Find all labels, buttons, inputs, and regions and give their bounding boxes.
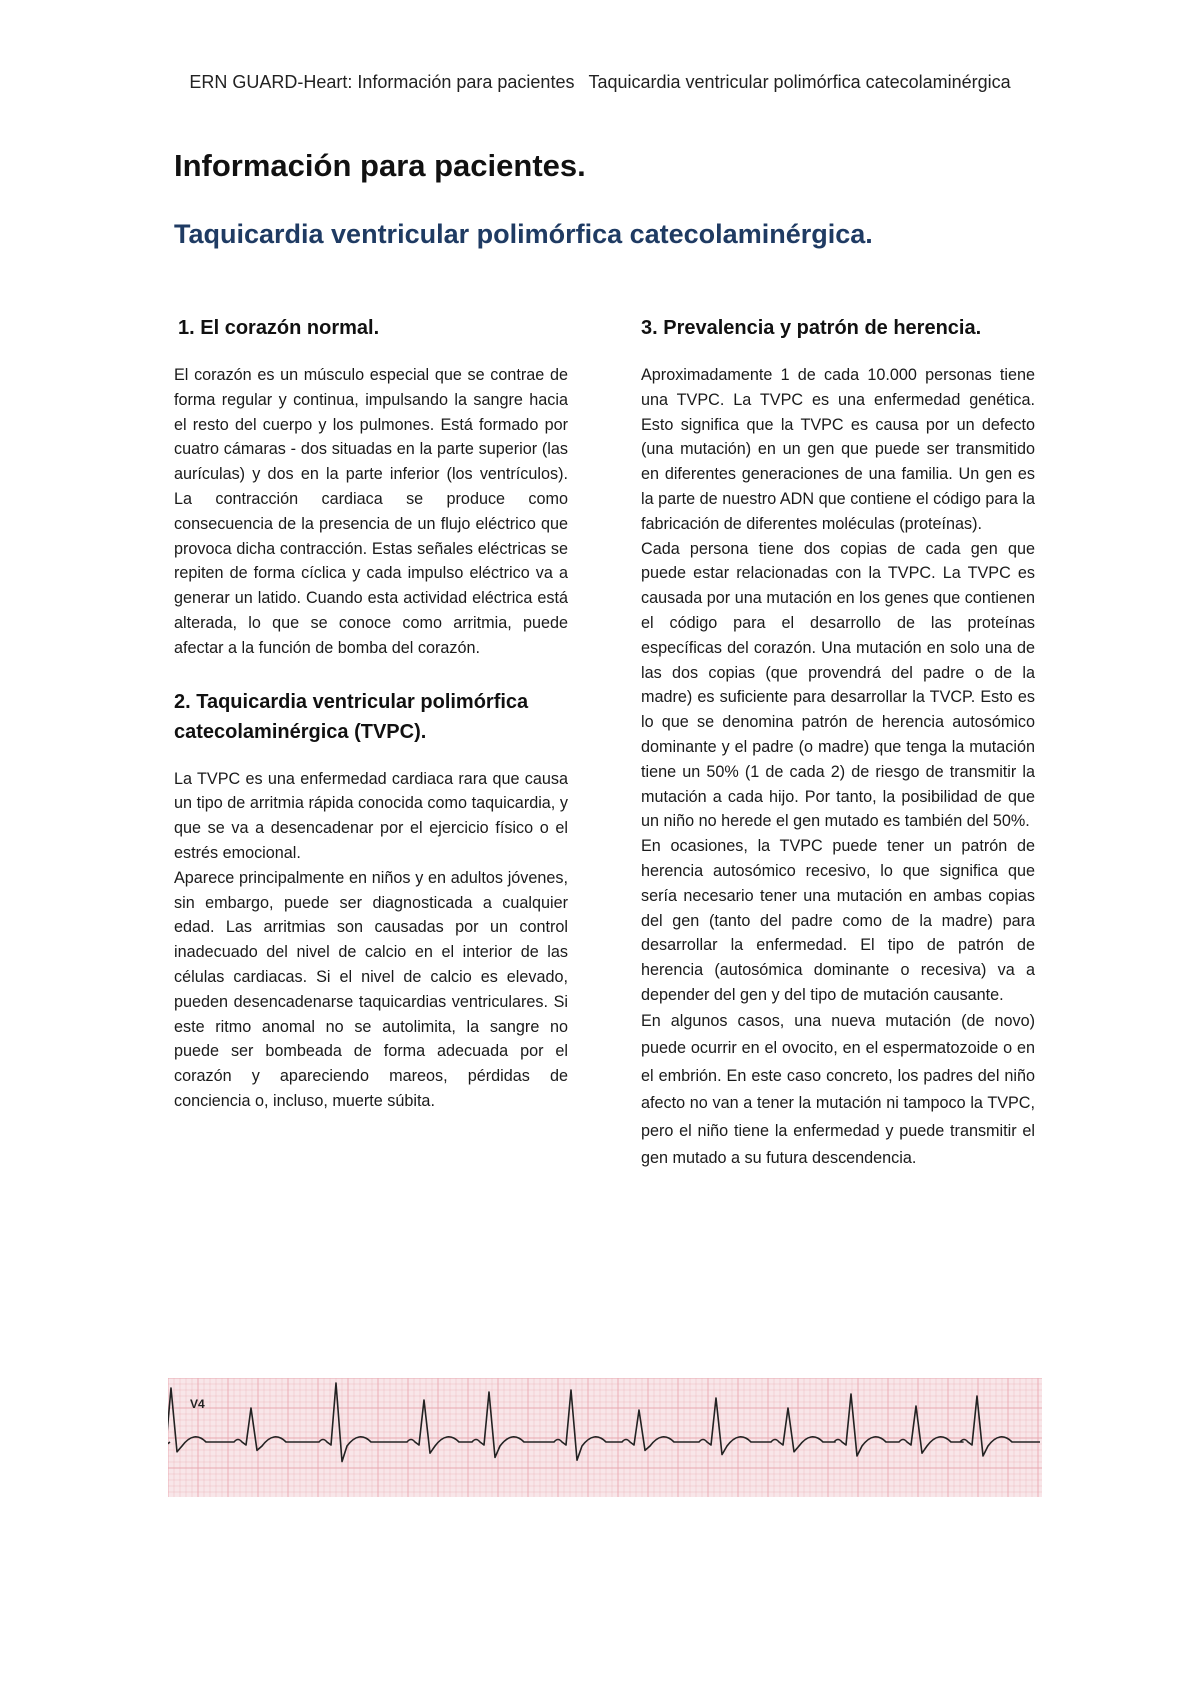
right-column	[641, 313, 1035, 1173]
section-3-paragraph-3: En ocasiones, la TVPC puede tener un patrón de herencia autosómico recesivo, lo que significa que sería necesario tener una mutación en ambas copias del gen (tanto del padre como de la madre) para desarrollar la enfermedad. El tipo de patrón de herencia (autosómica dominante o recesiva) va a depender del gen y del tipo de mutación causante.	[641, 837, 1035, 1004]
section-2-paragraph-1: La TVPC es una enfermedad cardiaca rara que causa un tipo de arritmia rápida conocida como taquicardia, y que se va a desencadenar por el ejercicio físico o el estrés emocional.	[174, 769, 568, 862]
section-3-paragraph-4: En algunos casos, una nueva mutación (de novo) puede ocurrir en el ovocito, en el espermatozoide o en el embrión. En este caso concreto, los padres del niño afecto no van a tener la mutación ni tampoco la TVPC, pero el niño tiene la enfermedad y puede transmitir el gen mutado a su futura descendencia.	[641, 1011, 1035, 1168]
running-header	[0, 72, 1200, 93]
section-3-paragraph-2: Cada persona tiene dos copias de cada gen que puede estar relacionadas con la TVPC. La TVPC es causada por una mutación en los genes que contienen el código para el desarrollo de las proteínas específicas del corazón. Una mutación en solo una de las dos copias (que provendrá del padre o de la madre) es suficiente para desarrollar la TVCP. Esto es lo que se denomina patrón de herencia autosómico dominante y el padre (o madre) que tenga la mutación tiene un 50% (1 de cada 2) de riesgo de transmitir la mutación a cada hijo. Por tanto, la posibilidad de que un niño no herede el gen mutado es también del 50%.	[641, 539, 1035, 831]
ecg-lead-label: V4	[190, 1397, 205, 1411]
section-1-text: El corazón es un músculo especial que se contrae de forma regular y continua, impulsando la sangre hacia el resto del cuerpo y los pulmones. Está formado por cuatro cámaras - dos situadas en la parte superior (las aurículas) y dos en la parte inferior (los ventrículos). La contracción cardiaca se produce como consecuencia de la presencia de un flujo eléctrico que provoca dicha contracción. Estas señales eléctricas se repiten de forma cíclica y cada impulso eléctrico va a generar un latido. Cuando esta actividad eléctrica está alterada, lo que se conoce como arritmia, puede afectar a la función de bomba del corazón.	[174, 366, 568, 657]
section-1-heading: 1. El corazón normal.	[178, 317, 380, 339]
section-3-paragraph-1: Aproximadamente 1 de cada 10.000 personas tiene una TVPC. La TVPC es una enfermedad genética. Esto significa que la TVPC es causa por un defecto (una mutación) en un gen que puede ser transmitido en diferentes generaciones de una familia. Un gen es la parte de nuestro ADN que contiene el código para la fabricación de diferentes moléculas (proteínas).	[641, 366, 1035, 533]
section-3-heading: 3. Prevalencia y patrón de herencia.	[641, 317, 982, 339]
section-2-paragraph-2: Aparece principalmente en niños y en adultos jóvenes, sin embargo, puede ser diagnosticada a cualquier edad. Las arritmias son causadas por un control inadecuado del nivel de calcio en el interior de las células cardiacas. Si el nivel de calcio es elevado, pueden desencadenarse taquicardias ventriculares. Si este ritmo anomal no se autolimita, la sangre no puede ser bombeada de forma adecuada por el corazón y apareciendo mareos, pérdidas de conciencia o, incluso, muerte súbita.	[174, 868, 568, 1110]
left-column	[174, 313, 568, 1114]
page-subtitle: Taquicardia ventricular polimórfica catecolaminérgica.	[174, 219, 873, 249]
page-title: Información para pacientes.	[174, 148, 586, 183]
ecg-strip-image	[168, 1378, 1042, 1497]
header-network: ERN GUARD-Heart: Información para pacientes	[189, 72, 575, 92]
section-2-heading: 2. Taquicardia ventricular polimórfica catecolaminérgica (TVPC).	[174, 690, 529, 743]
ecg-trace-graphic	[168, 1378, 1042, 1497]
header-topic: Taquicardia ventricular polimórfica catecolaminérgica	[588, 72, 1011, 92]
